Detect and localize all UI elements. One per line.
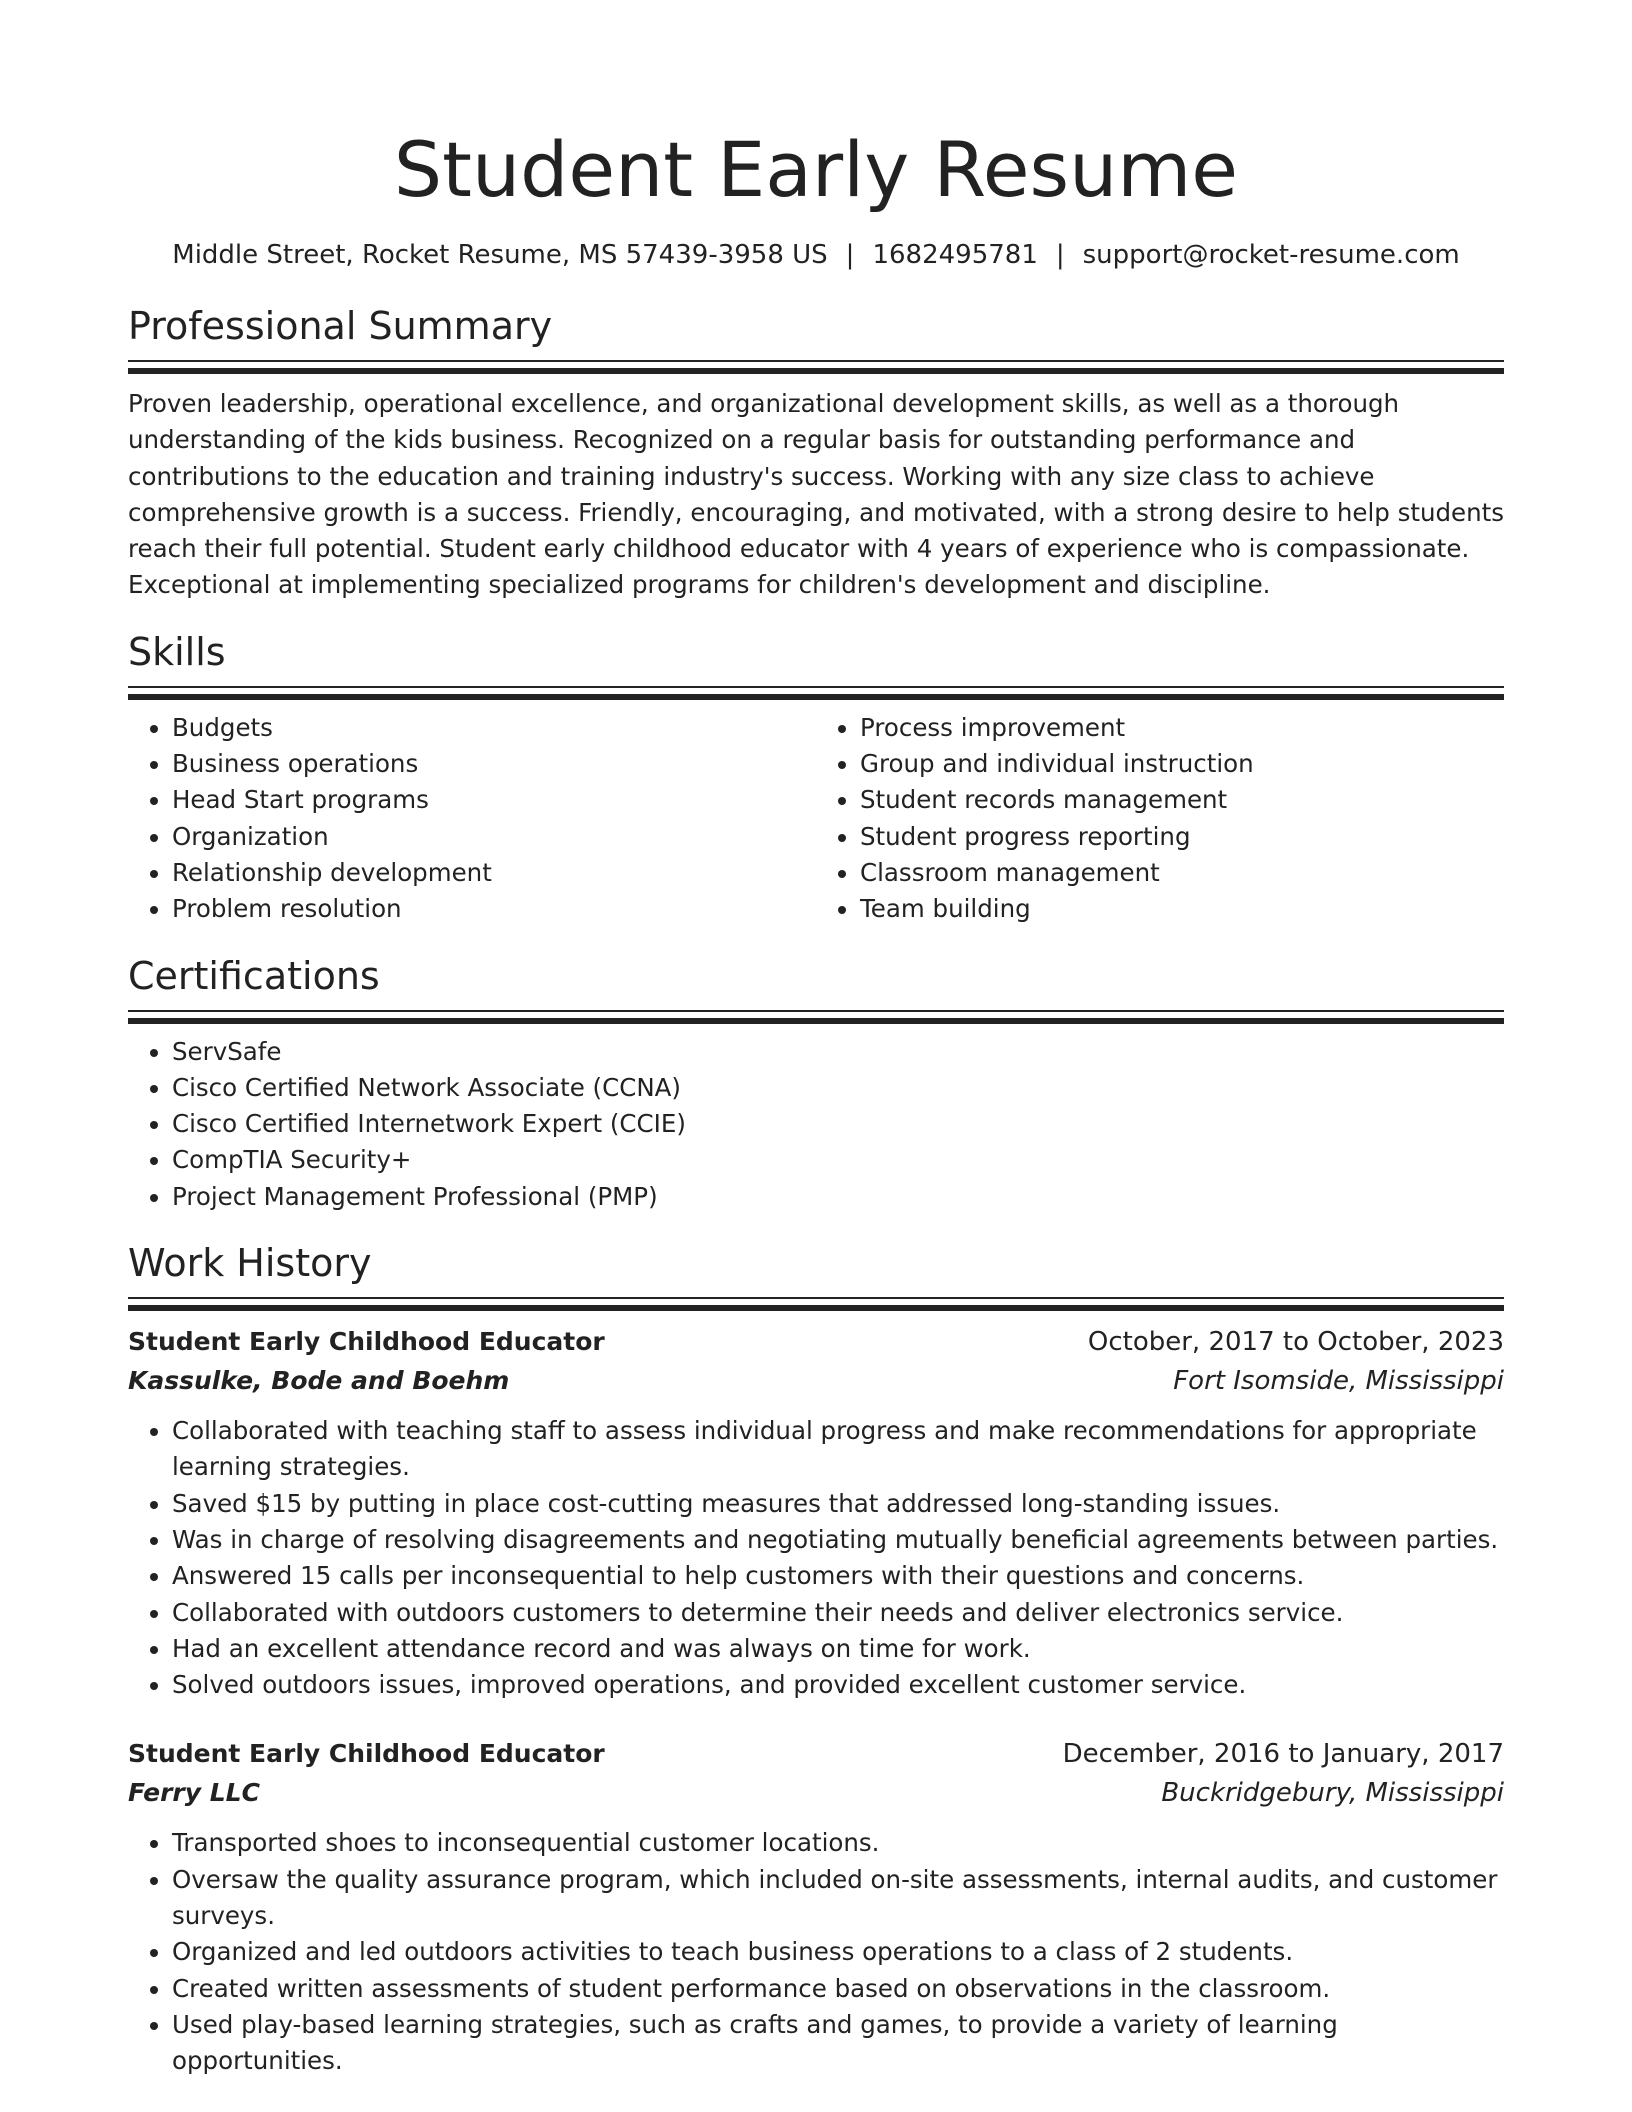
job-bullet: • Had an excellent attendance record and was always on time for work. bbox=[172, 1631, 1504, 1667]
job-title: Student Early Childhood Educator bbox=[128, 1327, 605, 1357]
job-location: Buckridgebury, Mississippi bbox=[1161, 1778, 1504, 1809]
job-company: Kassulke, Bode and Boehm bbox=[128, 1366, 510, 1396]
contact-separator: | bbox=[845, 240, 855, 270]
skill-item: • Student progress reporting bbox=[860, 819, 1504, 855]
certification-item: • Cisco Certified Network Associate (CCNA) bbox=[172, 1070, 1504, 1106]
job-bullet: • Created written assessments of student performance based on observations in the classroom. bbox=[172, 1971, 1504, 2007]
skill-item: • Team building bbox=[860, 891, 1504, 927]
section-divider bbox=[128, 686, 1504, 702]
job-bullet-list bbox=[128, 1825, 1504, 2079]
job-bullet: • Answered 15 calls per inconsequential to help customers with their questions and concerns. bbox=[172, 1558, 1504, 1594]
job-bullet: • Organized and led outdoors activities to teach business operations to a class of 2 students. bbox=[172, 1934, 1504, 1970]
job-bullet: • Used play-based learning strategies, such as crafts and games, to provide a variety of learning opportunities. bbox=[172, 2007, 1504, 2080]
job-entry bbox=[128, 1323, 1504, 1703]
section-divider bbox=[128, 360, 1504, 376]
job-bullet: • Saved $15 by putting in place cost-cutting measures that addressed long-standing issues. bbox=[172, 1486, 1504, 1522]
job-company-row bbox=[128, 1361, 1504, 1401]
skill-item: • Problem resolution bbox=[172, 891, 816, 927]
certification-item: • Cisco Certified Internetwork Expert (CCIE) bbox=[172, 1106, 1504, 1142]
skills-right-list bbox=[816, 710, 1504, 928]
job-header-row bbox=[128, 1735, 1504, 1773]
job-bullet: • Oversaw the quality assurance program, which included on-site assessments, internal audits, and customer surveys. bbox=[172, 1862, 1504, 1935]
skill-item: • Group and individual instruction bbox=[860, 746, 1504, 782]
skill-item: • Organization bbox=[172, 819, 816, 855]
certifications-list bbox=[128, 1034, 1504, 1215]
job-company-row bbox=[128, 1773, 1504, 1813]
job-entry bbox=[128, 1735, 1504, 2079]
contact-email: support@rocket-resume.com bbox=[1082, 240, 1460, 270]
skill-item: • Relationship development bbox=[172, 855, 816, 891]
certifications-heading: Certifications bbox=[128, 953, 380, 998]
summary-section bbox=[128, 302, 1504, 604]
contact-phone: 1682495781 bbox=[872, 240, 1038, 270]
section-divider bbox=[128, 1297, 1504, 1313]
resume-name: Student Early Resume bbox=[393, 125, 1239, 214]
certification-item: • ServSafe bbox=[172, 1034, 1504, 1070]
job-title: Student Early Childhood Educator bbox=[128, 1739, 605, 1769]
skill-item: • Business operations bbox=[172, 746, 816, 782]
skills-heading: Skills bbox=[128, 629, 226, 674]
skills-section bbox=[128, 628, 1504, 928]
summary-heading: Professional Summary bbox=[128, 304, 553, 348]
work-history-heading: Work History bbox=[128, 1241, 372, 1286]
job-bullet: • Transported shoes to inconsequential customer locations. bbox=[172, 1825, 1504, 1861]
summary-text: Proven leadership, operational excellence, and organizational development skills, as well as a thorough understanding of the kids business. Recognized on a regular basis for outstanding performance and contributions to the education and training industry's success. Working with any size class to achieve comprehensive growth is a success. Friendly, encouraging, and motivated, with a strong desire to help students reach their full potential. Student early childhood educator with 4 years of experience who is compassionate. Exceptional at implementing specialized programs for children's development and discipline. bbox=[128, 389, 1505, 600]
skill-item: • Student records management bbox=[860, 782, 1504, 818]
job-location: Fort Isomside, Mississippi bbox=[1173, 1366, 1504, 1397]
skill-item: • Process improvement bbox=[860, 710, 1504, 746]
skill-item: • Head Start programs bbox=[172, 782, 816, 818]
section-divider bbox=[128, 1010, 1504, 1026]
contact-address: Middle Street, Rocket Resume, MS 57439-3958 US bbox=[172, 240, 828, 270]
certification-item: • CompTIA Security+ bbox=[172, 1142, 1504, 1178]
certification-item: • Project Management Professional (PMP) bbox=[172, 1179, 1504, 1215]
job-bullet: • Was in charge of resolving disagreements and negotiating mutually beneficial agreements between parties. bbox=[172, 1522, 1504, 1558]
job-bullet: • Solved outdoors issues, improved operations, and provided excellent customer service. bbox=[172, 1667, 1504, 1703]
job-bullet: • Collaborated with outdoors customers to determine their needs and deliver electronics service. bbox=[172, 1595, 1504, 1631]
skill-item: • Classroom management bbox=[860, 855, 1504, 891]
job-bullet: • Collaborated with teaching staff to assess individual progress and make recommendations for appropriate learning strategies. bbox=[172, 1413, 1504, 1486]
skills-columns bbox=[128, 710, 1504, 928]
job-company: Ferry LLC bbox=[128, 1778, 260, 1808]
job-bullet-list bbox=[128, 1413, 1504, 1703]
skill-item: • Budgets bbox=[172, 710, 816, 746]
job-dates: December, 2016 to January, 2017 bbox=[1062, 1739, 1504, 1770]
certifications-section bbox=[128, 952, 1504, 1215]
resume-page bbox=[128, 0, 1504, 2080]
job-header-row bbox=[128, 1323, 1504, 1361]
contact-separator: | bbox=[1055, 240, 1065, 270]
work-history-section bbox=[128, 1239, 1504, 2079]
job-dates: October, 2017 to October, 2023 bbox=[1087, 1327, 1504, 1358]
contact-line bbox=[128, 238, 1504, 272]
skills-left-list bbox=[128, 710, 816, 928]
